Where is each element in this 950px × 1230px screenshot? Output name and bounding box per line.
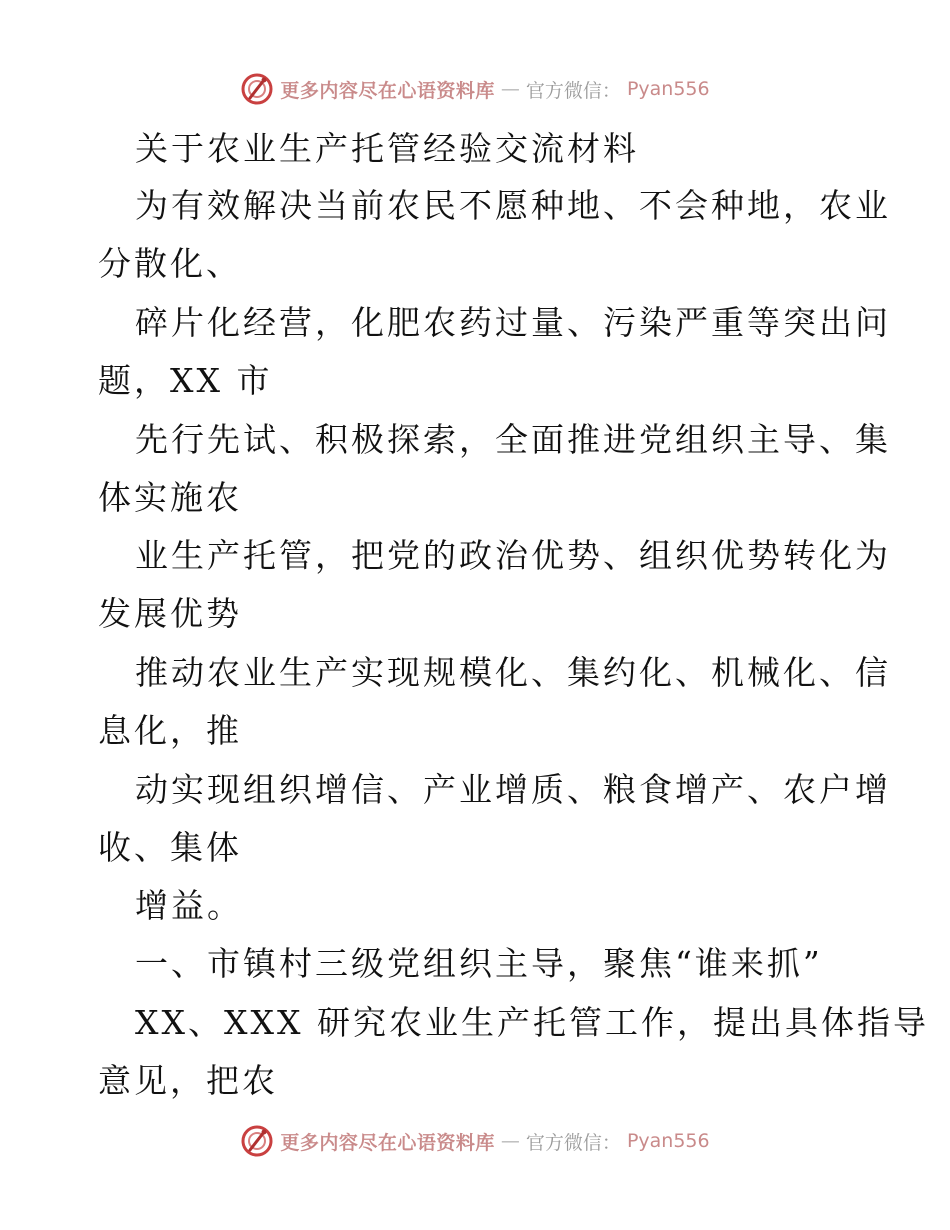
paragraph-line: 意见，把农 (98, 1061, 278, 1100)
watermark-text: 更多内容尽在心语资料库 (280, 79, 495, 102)
paragraph-line: 先行先试、积极探索，全面推进党组织主导、集 (135, 420, 891, 459)
section-heading: 一、市镇村三级党组织主导，聚焦“谁来抓” (135, 944, 823, 983)
watermark-separator: — (500, 78, 520, 100)
paragraph-line: 碎片化经营，化肥农药过量、污染严重等突出问 (135, 303, 891, 342)
watermark-id: Pyan556 (626, 78, 710, 100)
paragraph-line: 增益。 (135, 886, 243, 925)
seal-logo-icon (240, 1124, 274, 1158)
paragraph-line: XX、XXX 研究农业生产托管工作，提出具体指导 (135, 1003, 929, 1042)
paragraph-line: 分散化、 (98, 244, 242, 283)
paragraph-line: 收、集体 (98, 828, 242, 867)
paragraph-line: 业生产托管，把党的政治优势、组织优势转化为 (135, 536, 891, 575)
paragraph-line: 体实施农 (98, 478, 242, 517)
watermark-id: Pyan556 (626, 1130, 710, 1152)
paragraph-line: 发展优势 (98, 594, 242, 633)
watermark-label: 官方微信： (525, 79, 621, 102)
paragraph-line: 动实现组织增信、产业增质、粮食增产、农户增 (135, 770, 891, 809)
watermark-header (0, 72, 950, 106)
paragraph-line: 推动农业生产实现规模化、集约化、机械化、信 (135, 653, 891, 692)
paragraph-line: 为有效解决当前农民不愿种地、不会种地，农业 (135, 186, 891, 225)
paragraph-line: 题，XX 市 (98, 361, 273, 400)
paragraph-line: 息化，推 (98, 711, 242, 750)
watermark-text: 更多内容尽在心语资料库 (280, 1131, 495, 1154)
watermark-label: 官方微信： (525, 1131, 621, 1154)
watermark-footer (0, 1124, 950, 1158)
document-title: 关于农业生产托管经验交流材料 (135, 129, 639, 168)
watermark-separator: — (500, 1130, 520, 1152)
seal-logo-icon (240, 72, 274, 106)
